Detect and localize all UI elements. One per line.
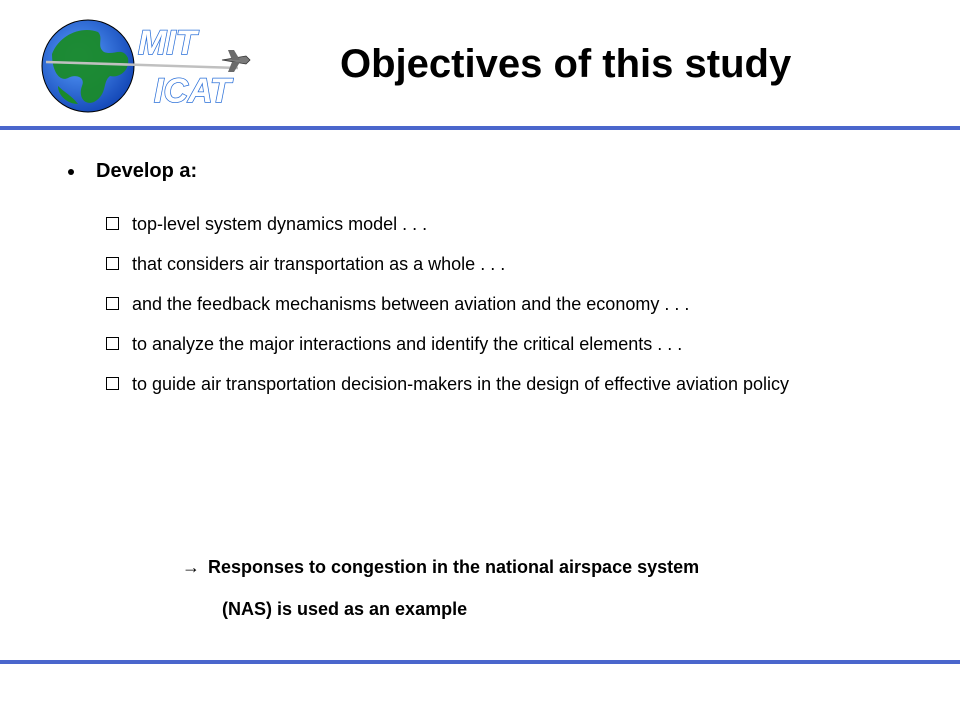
list-item	[106, 244, 926, 284]
globe-icon	[38, 16, 268, 116]
list-item-text: top-level system dynamics model . . .	[132, 214, 428, 234]
mit-icat-logo	[38, 16, 268, 116]
list-item	[106, 364, 926, 404]
list-item-text: to analyze the major interactions and identify the critical elements . . .	[132, 334, 683, 354]
list-item-text: and the feedback mechanisms between aviation and the economy . . .	[132, 294, 690, 314]
list-item-text: that considers air transportation as a whole . . .	[132, 254, 506, 274]
objectives-list	[106, 204, 926, 404]
bottom-divider	[0, 660, 960, 664]
square-bullet-icon	[106, 377, 119, 390]
note-line-1: Responses to congestion in the national airspace system	[208, 557, 700, 577]
square-bullet-icon	[106, 297, 119, 310]
list-item	[106, 204, 926, 244]
main-bullet	[64, 160, 197, 183]
example-note	[182, 546, 902, 630]
list-item	[106, 284, 926, 324]
logo-icat-text: ICAT	[154, 72, 231, 110]
square-bullet-icon	[106, 337, 119, 350]
main-bullet-text: Develop a:	[96, 160, 198, 182]
arrow-right-icon: →	[182, 557, 200, 577]
top-divider	[0, 126, 960, 130]
logo-mit-text: MIT	[138, 24, 197, 62]
square-bullet-icon	[106, 217, 119, 230]
square-bullet-icon	[106, 257, 119, 270]
list-item-text: to guide air transportation decision-makers in the design of effective aviation policy	[132, 374, 790, 394]
page-title: Objectives of this study	[340, 42, 792, 86]
list-item	[106, 324, 926, 364]
bullet-dot-icon	[68, 169, 74, 175]
note-line-2: (NAS) is used as an example	[222, 599, 468, 619]
